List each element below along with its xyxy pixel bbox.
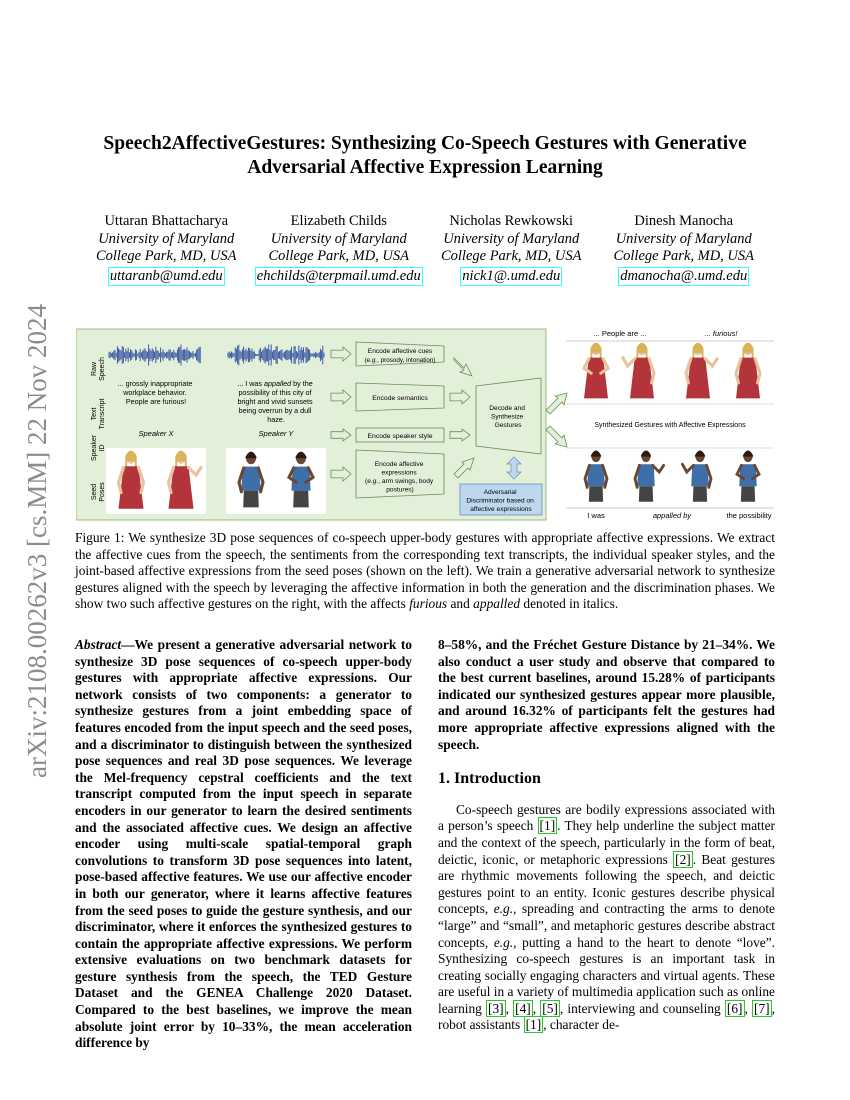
avatar-hair xyxy=(636,343,647,360)
title-line-2: Adversarial Affective Expression Learning xyxy=(247,157,603,178)
section-heading-introduction: 1. Introduction xyxy=(438,770,541,788)
encoder-speaker-style-label: Encode speaker style xyxy=(367,433,433,440)
avatar-pants xyxy=(741,486,755,501)
author-email-link[interactable]: nick1@.umd.edu xyxy=(460,267,562,287)
avatar-female xyxy=(623,343,654,399)
avatar-pants xyxy=(589,486,603,501)
author-affiliation: University of Maryland xyxy=(443,230,580,247)
avatar-male xyxy=(737,451,759,502)
synth-label: Synthesized Gestures with Affective Expressions xyxy=(594,422,746,429)
intro-paragraph: Co-speech gestures are bodily expressions associated with a person’s speech [1] . They help underline the subject matter and the context of the speech, particularly in the form of beat, deictic, iconic, or metaphoric expressions [2] . Beat gestures are rhythmic movements following the speech, and deictic gestures point to an entity. Iconic gestures describe physical concepts, e.g., spreading and contracting the arms to denote “large” and “small”, and metaphoric gestures describe abstract concepts, e.g., putting a hand to the heart to denote “love”. Synthesizing co-speech gestures is an important task in creating socially engaging characters and virtual agents. These are useful in a variety of multimedia application such as online learning [3] , [4] , [5] , interviewing and counseling [6] , [7] , robot assistants [1] , character de- xyxy=(438,801,776,1033)
abstract-text: —We present a generative adversarial network to synthesize 3D pose sequences of co-speech upper-body gestures with appropriate affective expressions. Our network consists of two components: a generator to synthesize gestures from a joint embedding space of features encoded from the input speech and the seed poses, and a discriminator to distinguish between the synthesized pose sequences and real 3D pose sequences. We leverage the Mel-frequency cepstral coefficients and the text transcript computed from the input speech in separate encoders in our generator to learn the desired sentiments and the associated affective cues. We design an affective encoder using multi-scale spatial-temporal graph convolutions to transform 3D pose sequences into latent, pose-based affective features. We use our affective encoder in both our generator, where it learns affective features from the seed poses to guide the gesture synthesis, and our discriminator, where it enforces the synthesized gestures to contain the appropriate affective expressions. We perform extensive evaluations on two benchmark datasets for gesture synthesis from the speech, the TED Gesture Dataset and the GENEA Challenge 2020 Dataset. Compared to the best baselines, we improve the mean absolute joint error by 10–33%, the mean acceleration difference by xyxy=(75,637,412,1051)
top-words-1: ... People are ... xyxy=(593,329,647,338)
avatar-hair xyxy=(743,451,753,457)
abstract-column xyxy=(75,637,412,1052)
avatar-pants xyxy=(639,486,653,501)
top-words-2: ... furious! xyxy=(704,329,738,338)
author-block xyxy=(425,213,598,286)
author-block xyxy=(80,213,253,286)
right-column xyxy=(438,637,775,1034)
author-name: Nicholas Rewkowski xyxy=(449,213,574,229)
arxiv-stamp xyxy=(14,250,56,780)
avatar-hair xyxy=(591,451,601,457)
bottom-word-2: appalled by xyxy=(652,511,692,520)
paper-title xyxy=(80,132,770,180)
citation-link[interactable]: [3] xyxy=(488,1000,504,1016)
avatar-female xyxy=(686,343,717,399)
citation-link[interactable]: [7] xyxy=(754,1000,770,1016)
encoder-affective-cues-label: Encode affective cues xyxy=(367,348,433,355)
avatar-hair xyxy=(590,343,601,360)
avatar-arm xyxy=(653,465,664,472)
author-list xyxy=(80,213,770,286)
arrow-icon xyxy=(546,393,567,414)
row-label-raw-speech: RawSpeech xyxy=(91,357,106,381)
author-name: Elizabeth Childs xyxy=(290,213,387,229)
row-label-speaker-id: SpeakerID xyxy=(91,434,106,462)
avatar-male xyxy=(682,451,711,502)
avatar-hair xyxy=(695,451,705,457)
avatar-arm xyxy=(623,358,635,366)
author-email-link[interactable]: uttaranb@umd.edu xyxy=(108,267,225,287)
encoder-affective-expressions-label: Encode affective expressions (e.g., arm swings, body postures) xyxy=(364,461,434,494)
bottom-word-3: the possibility xyxy=(726,511,772,520)
arrow-icon xyxy=(546,426,567,447)
figure-1 xyxy=(76,326,774,524)
arxiv-stamp-text: arXiv:2108.00262v3 [cs.MM] 22 Nov 2024 xyxy=(22,304,52,778)
caption-end: denoted in italics. xyxy=(520,596,619,612)
caption-text: Figure 1: We synthesize 3D pose sequences of co-speech upper-body gestures with appropriate affective expressions. We extract the affective cues from the speech, the sentiments from the corresponding text transcripts, the individual speaker styles, and the joint-based affective expressions from the seed poses (shown on the left). We train a generative adversarial network to synthesize gestures aligned with the speech by leveraging the affective information in both the generation and the discrimination phases. We show two such affective gestures on the right, with the affects xyxy=(75,530,775,612)
citation-link[interactable]: [2] xyxy=(675,851,691,867)
avatar-hair xyxy=(641,451,651,457)
author-location: College Park, MD, USA xyxy=(95,248,237,264)
citation-link[interactable]: [6] xyxy=(726,1000,743,1016)
author-email-link[interactable]: dmanocha@.umd.edu xyxy=(618,267,749,287)
avatar-male xyxy=(635,451,664,502)
author-block xyxy=(598,213,771,286)
citation-link[interactable]: [5] xyxy=(542,1000,558,1016)
author-block xyxy=(253,213,426,286)
author-affiliation: University of Maryland xyxy=(98,230,235,247)
avatar-male xyxy=(585,451,607,502)
encoder-affective-cues-sub: (e.g., prosody, intonation) xyxy=(364,357,436,364)
caption-em-furious: furious xyxy=(409,596,448,612)
author-name: Uttaran Bhattacharya xyxy=(104,213,229,229)
author-affiliation: University of Maryland xyxy=(270,230,407,247)
avatar-arm xyxy=(705,359,717,366)
avatar-female xyxy=(584,343,608,399)
caption-mid: and xyxy=(447,596,474,612)
abstract-continued: 8–58%, and the Fréchet Gesture Distance by 21–34%. We also conduct a user study and observe that compared to the best current baselines, around 15.28% of participants indicated our synthesized gestures appear more plausible, and around 16.32% of participants felt the gestures had more appropriate affective expressions aligned with the speech. xyxy=(438,637,775,752)
author-location: College Park, MD, USA xyxy=(268,248,410,264)
avatar-hair xyxy=(692,343,703,360)
transcript-speaker-x: ... grossly inappropriate workplace behavior. People are furious! xyxy=(117,379,193,406)
abstract-label: Abstract xyxy=(75,637,122,652)
transcript-speaker-y: ... I was appalled by the possibility of this city of bright and vivid sunsets being overrun by a dull haze. xyxy=(237,379,313,424)
bottom-word-1: I was xyxy=(587,511,605,520)
row-label-text-transcript: TextTranscript xyxy=(91,398,106,430)
author-location: College Park, MD, USA xyxy=(440,248,582,264)
row-label-seed-poses: SeedPoses xyxy=(91,482,106,502)
avatar-hair xyxy=(742,343,753,360)
avatar-pants xyxy=(693,486,707,501)
avatar-arm xyxy=(682,464,693,472)
author-location: College Park, MD, USA xyxy=(613,248,755,264)
discriminator-label: Adversarial Discriminator based on affective expressions xyxy=(466,489,534,513)
title-line-1: Speech2AffectiveGestures: Synthesizing Co-Speech Gestures with Generative xyxy=(103,133,747,154)
avatar-female xyxy=(736,343,760,399)
avatar-pants xyxy=(243,491,259,508)
caption-em-appalled: appalled xyxy=(473,596,521,612)
avatar-pants xyxy=(293,491,309,508)
citation-link[interactable]: [4] xyxy=(515,1000,531,1016)
citation-link[interactable]: [1] xyxy=(525,1017,542,1033)
decoder-label: Decode and Synthesize Gestures xyxy=(489,405,525,429)
encoder-semantics-label: Encode semantics xyxy=(372,395,428,402)
author-name: Dinesh Manocha xyxy=(634,213,734,229)
speaker-x-label: Speaker X xyxy=(138,429,174,438)
author-affiliation: University of Maryland xyxy=(615,230,752,247)
figure-caption xyxy=(75,530,775,613)
citation-link[interactable]: [1] xyxy=(539,818,556,834)
speaker-y-label: Speaker Y xyxy=(258,429,294,438)
author-email-link[interactable]: ehchilds@terpmail.umd.edu xyxy=(255,267,423,287)
